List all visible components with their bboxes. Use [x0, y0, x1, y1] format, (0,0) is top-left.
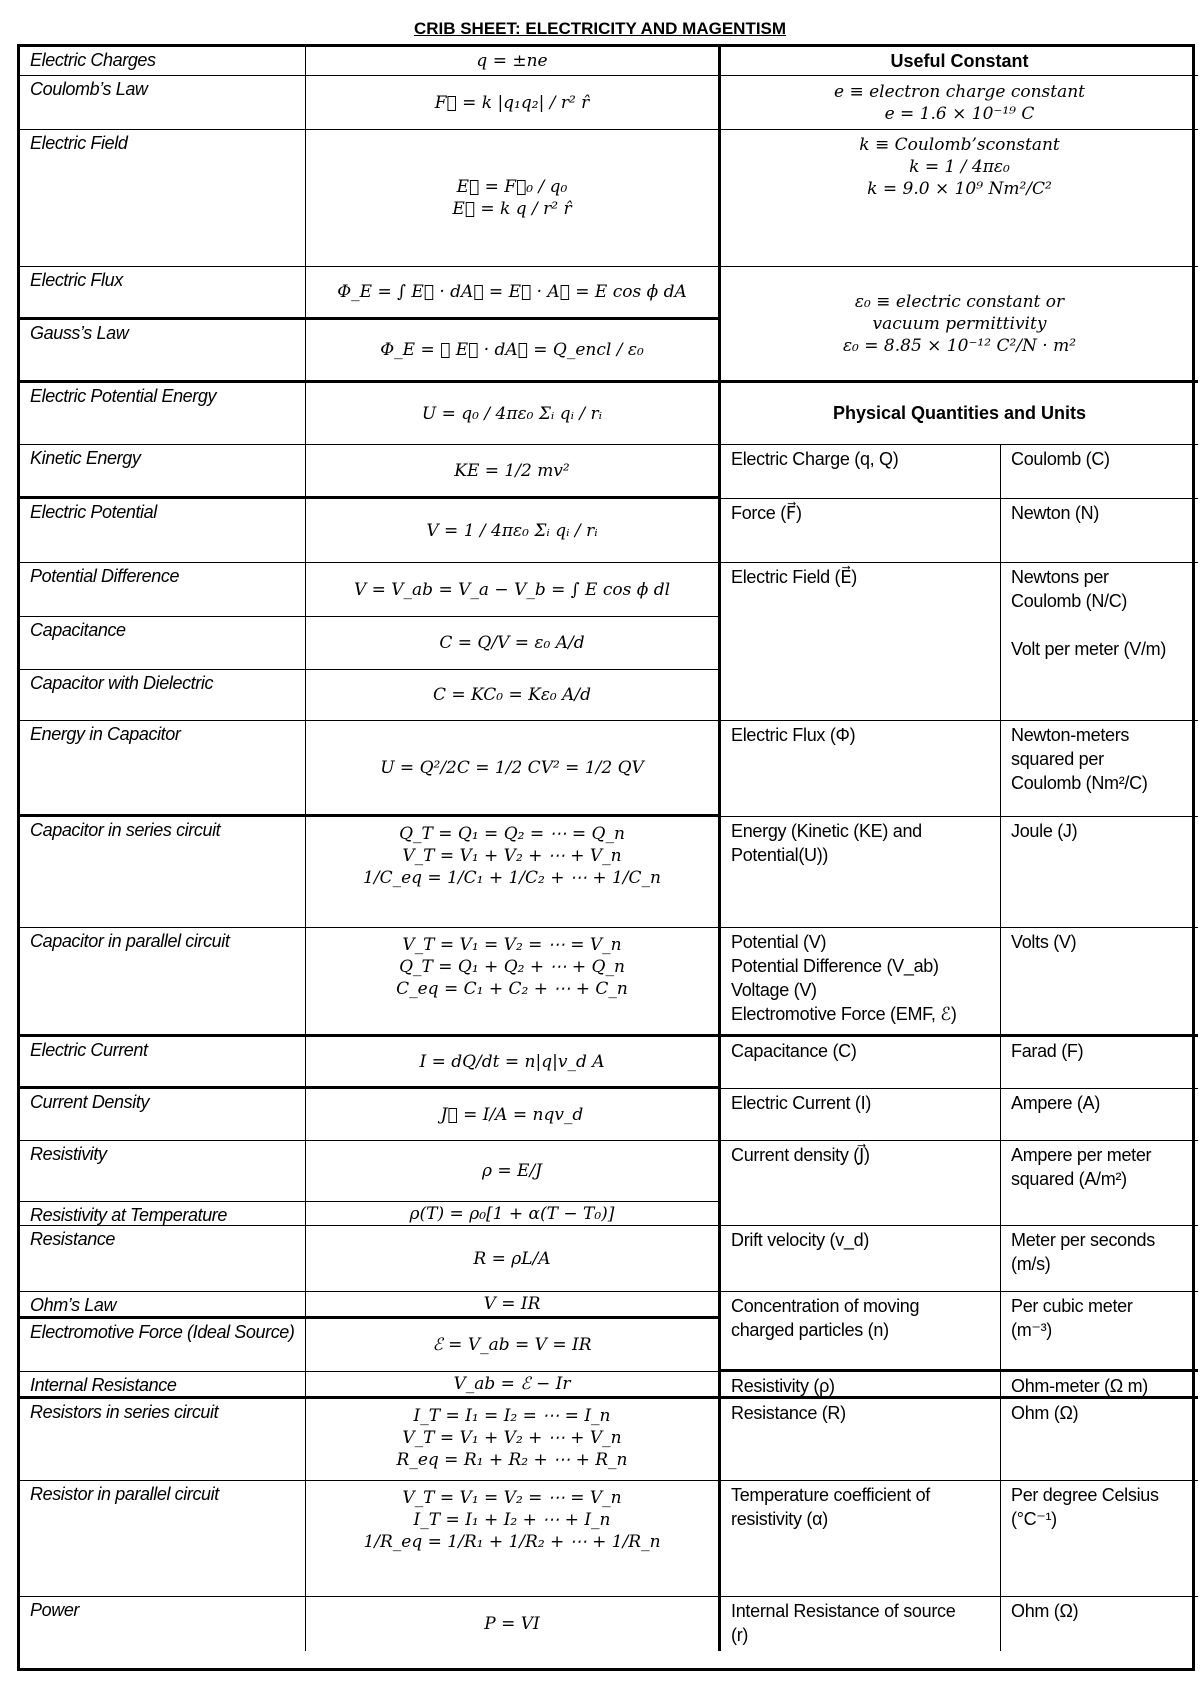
- formula-line: F⃗ = k |q₁q₂| / r² r̂: [434, 92, 590, 113]
- quantity-line: Internal Resistance of source: [731, 1601, 956, 1621]
- quantity-cell: [721, 1597, 1001, 1651]
- formula-expression: [306, 563, 721, 617]
- formula-line: C_eq = C₁ + C₂ + ⋯ + C_n: [396, 979, 628, 999]
- formula-line: V_T = V₁ + V₂ + ⋯ + V_n: [402, 846, 622, 866]
- unit-line: Coulomb (N/C): [1011, 591, 1128, 611]
- formula-expression: [306, 76, 721, 130]
- formula-expression: [306, 721, 721, 817]
- quantity-line: Drift velocity (v_d): [731, 1230, 870, 1250]
- formula-expression: [306, 1202, 721, 1226]
- constant-line: k = 1 / 4πε₀: [909, 157, 1010, 177]
- formula-expression: [306, 267, 721, 320]
- constant-line: ε₀ = 8.85 × 10⁻¹² C²/N · m²: [842, 335, 1077, 356]
- formula-line: U = q₀ / 4πε₀ Σᵢ qᵢ / rᵢ: [421, 403, 603, 424]
- quantity-line: (r): [731, 1625, 749, 1645]
- unit-line: Newton (N): [1011, 503, 1100, 523]
- formula-expression: [306, 383, 721, 445]
- formula-line: KE = 1/2 mv²: [454, 460, 570, 481]
- formula-line: V = 1 / 4πε₀ Σᵢ qᵢ / rᵢ: [426, 520, 598, 541]
- formula-line: J⃗ = I/A = nqv_d: [440, 1104, 584, 1125]
- unit-cell: [1001, 1141, 1198, 1226]
- constant-line: e = 1.6 × 10⁻¹⁹ C: [884, 103, 1035, 124]
- unit-line: (°C⁻¹): [1011, 1509, 1057, 1529]
- formula-label: Gauss’s Law: [20, 320, 306, 383]
- unit-cell: [1001, 1037, 1198, 1089]
- unit-line: Newton-meters: [1011, 725, 1130, 745]
- unit-line: Joule (J): [1011, 821, 1078, 841]
- formula-line: Φ_E = ∫ E⃗ · dA⃗ = E⃗ · A⃗ = E cos ϕ dA: [337, 282, 687, 302]
- unit-line: (m⁻³): [1011, 1320, 1052, 1340]
- formula-label: Current Density: [20, 1089, 306, 1141]
- constant-entry: [721, 130, 1198, 267]
- unit-cell: [1001, 1399, 1198, 1481]
- unit-line: squared (A/m²): [1011, 1169, 1127, 1189]
- formula-expression: [306, 320, 721, 383]
- formula-label: Electric Charges: [20, 47, 306, 76]
- quantity-cell: [721, 817, 1001, 928]
- formula-label: Resistors in series circuit: [20, 1399, 306, 1481]
- formula-line: 1/R_eq = 1/R₁ + 1/R₂ + ⋯ + 1/R_n: [363, 1532, 661, 1552]
- formula-expression: [306, 1141, 721, 1202]
- quantity-line: Electric Field (E⃗): [731, 567, 857, 587]
- unit-cell: [1001, 563, 1198, 721]
- formula-expression: [306, 1372, 721, 1399]
- formula-line: C = KC₀ = Kε₀ A/d: [432, 685, 592, 705]
- formula-expression: [306, 1226, 721, 1292]
- quantity-line: Electromotive Force (EMF, ℰ): [731, 1004, 957, 1024]
- formula-label: Resistivity at Temperature: [20, 1202, 306, 1226]
- formula-label: Electromotive Force (Ideal Source): [20, 1319, 306, 1372]
- formula-label: Power: [20, 1597, 306, 1651]
- formula-label: Resistivity: [20, 1141, 306, 1202]
- formula-line: ρ(T) = ρ₀[1 + α(T − T₀)]: [409, 1203, 615, 1224]
- formula-expression: [306, 1292, 721, 1319]
- quantity-line: Resistivity (ρ): [731, 1376, 835, 1396]
- formula-line: V_T = V₁ = V₂ = ⋯ = V_n: [402, 935, 622, 955]
- unit-cell: [1001, 721, 1198, 817]
- formula-expression: [306, 617, 721, 670]
- unit-cell: [1001, 1481, 1198, 1597]
- unit-line: Ampere per meter: [1011, 1145, 1152, 1165]
- formula-label: Kinetic Energy: [20, 445, 306, 499]
- quantity-line: Electric Flux (Φ): [731, 725, 856, 745]
- formula-expression: [306, 670, 721, 721]
- quantity-cell: [721, 1226, 1001, 1292]
- formula-line: q = ±ne: [476, 51, 548, 71]
- units-header: Physical Quantities and Units: [721, 383, 1198, 445]
- constants-header: Useful Constant: [721, 47, 1198, 76]
- unit-line: (m/s): [1011, 1254, 1051, 1274]
- constant-line: k = 9.0 × 10⁹ Nm²/C²: [867, 179, 1052, 199]
- formula-label: Energy in Capacitor: [20, 721, 306, 817]
- formula-line: ℰ = V_ab = V = IR: [432, 1335, 592, 1355]
- quantity-line: Current density (J⃗): [731, 1145, 870, 1165]
- quantity-line: Potential(U)): [731, 845, 829, 865]
- quantity-line: Capacitance (C): [731, 1041, 857, 1061]
- unit-line: Newtons per: [1011, 567, 1109, 587]
- constant-line: k ≡ Coulomb’sconstant: [859, 135, 1060, 155]
- quantity-cell: [721, 1037, 1001, 1089]
- formula-expression: [306, 1319, 721, 1372]
- quantity-cell: [721, 1089, 1001, 1141]
- quantity-cell: [721, 1399, 1001, 1481]
- constant-entry: [721, 76, 1198, 130]
- quantity-cell: [721, 1292, 1001, 1372]
- quantity-cell: [721, 1141, 1001, 1226]
- quantity-line: Temperature coefficient of: [731, 1485, 930, 1505]
- constant-line: e ≡ electron charge constant: [834, 81, 1085, 102]
- formula-expression: [306, 130, 721, 267]
- formula-label: Resistor in parallel circuit: [20, 1481, 306, 1597]
- quantity-line: Electric Current (I): [731, 1093, 872, 1113]
- formula-label: Electric Potential: [20, 499, 306, 563]
- formula-label: Ohm’s Law: [20, 1292, 306, 1319]
- unit-line: [1011, 613, 1188, 637]
- formula-line: V_T = V₁ = V₂ = ⋯ = V_n: [402, 1488, 622, 1508]
- formula-label: Resistance: [20, 1226, 306, 1292]
- formula-label: Capacitor in parallel circuit: [20, 928, 306, 1037]
- formula-line: 1/C_eq = 1/C₁ + 1/C₂ + ⋯ + 1/C_n: [363, 868, 661, 888]
- formula-line: E⃗ = k q / r² r̂: [452, 199, 572, 219]
- formula-expression: [306, 445, 721, 499]
- constant-entry: [721, 267, 1198, 383]
- unit-cell: [1001, 1089, 1198, 1141]
- unit-line: Ampere (A): [1011, 1093, 1101, 1113]
- formula-expression: [306, 499, 721, 563]
- formula-expression: [306, 928, 721, 1037]
- formula-label: Capacitance: [20, 617, 306, 670]
- unit-line: Coulomb (Nm²/C): [1011, 773, 1148, 793]
- quantity-line: Potential Difference (V_ab): [731, 956, 939, 976]
- unit-line: Ohm (Ω): [1011, 1601, 1079, 1621]
- quantity-line: Resistance (R): [731, 1403, 846, 1423]
- unit-line: Per cubic meter: [1011, 1296, 1133, 1316]
- formula-label: Potential Difference: [20, 563, 306, 617]
- formula-line: R_eq = R₁ + R₂ + ⋯ + R_n: [396, 1450, 628, 1470]
- quantity-cell: [721, 499, 1001, 563]
- formula-line: V = V_ab = V_a − V_b = ∫ E cos ϕ dl: [353, 579, 671, 600]
- quantity-cell: [721, 1481, 1001, 1597]
- unit-cell: [1001, 499, 1198, 563]
- formula-label: Electric Potential Energy: [20, 383, 306, 445]
- quantity-line: charged particles (n): [731, 1320, 889, 1340]
- unit-line: Meter per seconds: [1011, 1230, 1155, 1250]
- formula-line: ρ = E/J: [482, 1161, 542, 1181]
- quantity-line: Electric Charge (q, Q): [731, 449, 899, 469]
- unit-line: squared per: [1011, 749, 1104, 769]
- formula-line: V_ab = ℰ − Ir: [453, 1374, 571, 1394]
- formula-line: I_T = I₁ = I₂ = ⋯ = I_n: [413, 1406, 611, 1426]
- constant-line: ε₀ ≡ electric constant or: [854, 291, 1065, 312]
- formula-line: V_T = V₁ + V₂ + ⋯ + V_n: [402, 1428, 622, 1448]
- formula-line: Q_T = Q₁ = Q₂ = ⋯ = Q_n: [399, 824, 625, 844]
- unit-cell: [1001, 928, 1198, 1037]
- formula-line: I_T = I₁ + I₂ + ⋯ + I_n: [413, 1510, 611, 1530]
- formula-expression: [306, 47, 721, 76]
- constant-line: vacuum permittivity: [872, 313, 1047, 334]
- formula-expression: [306, 1037, 721, 1089]
- quantity-line: Concentration of moving: [731, 1296, 920, 1316]
- unit-cell: [1001, 1226, 1198, 1292]
- formula-label: Electric Field: [20, 130, 306, 267]
- formula-line: E⃗ = F⃗₀ / q₀: [456, 177, 568, 197]
- formula-line: V = IR: [483, 1294, 541, 1314]
- formula-expression: [306, 1597, 721, 1651]
- quantity-cell: [721, 445, 1001, 499]
- formula-expression: [306, 1481, 721, 1597]
- formula-expression: [306, 1089, 721, 1141]
- formula-line: R = ρL/A: [473, 1248, 551, 1269]
- crib-sheet-table: [17, 44, 1195, 1671]
- unit-line: Ohm-meter (Ω m): [1011, 1376, 1148, 1396]
- unit-line: Farad (F): [1011, 1041, 1084, 1061]
- formula-line: U = Q²/2C = 1/2 CV² = 1/2 QV: [380, 757, 644, 778]
- quantity-line: Potential (V): [731, 932, 827, 952]
- unit-cell: [1001, 817, 1198, 928]
- unit-line: Volts (V): [1011, 932, 1077, 952]
- formula-line: I = dQ/dt = n|q|v_d A: [419, 1051, 605, 1072]
- unit-line: Ohm (Ω): [1011, 1403, 1079, 1423]
- formula-line: C = Q/V = ε₀ A/d: [439, 633, 585, 653]
- quantity-line: Energy (Kinetic (KE) and: [731, 821, 922, 841]
- page-title: CRIB SHEET: ELECTRICITY AND MAGENTISM: [413, 19, 787, 38]
- unit-line: Per degree Celsius: [1011, 1485, 1159, 1505]
- formula-label: Capacitor with Dielectric: [20, 670, 306, 721]
- formula-expression: [306, 1399, 721, 1481]
- unit-cell: [1001, 1372, 1198, 1399]
- unit-line: Volt per meter (V/m): [1011, 639, 1167, 659]
- unit-line: Coulomb (C): [1011, 449, 1110, 469]
- formula-label: Coulomb’s Law: [20, 76, 306, 130]
- formula-label: Electric Current: [20, 1037, 306, 1089]
- quantity-cell: [721, 563, 1001, 721]
- formula-line: Q_T = Q₁ + Q₂ + ⋯ + Q_n: [399, 957, 625, 977]
- quantity-line: Force (F⃗): [731, 503, 802, 523]
- unit-cell: [1001, 445, 1198, 499]
- formula-line: Φ_E = ∮ E⃗ · dA⃗ = Q_encl / ε₀: [380, 340, 644, 360]
- formula-expression: [306, 817, 721, 928]
- formula-label: Electric Flux: [20, 267, 306, 320]
- unit-cell: [1001, 1597, 1198, 1651]
- formula-label: Internal Resistance: [20, 1372, 306, 1399]
- formula-label: Capacitor in series circuit: [20, 817, 306, 928]
- quantity-cell: [721, 1372, 1001, 1399]
- quantity-cell: [721, 721, 1001, 817]
- quantity-line: Voltage (V): [731, 980, 817, 1000]
- quantity-cell: [721, 928, 1001, 1037]
- quantity-line: resistivity (α): [731, 1509, 828, 1529]
- unit-cell: [1001, 1292, 1198, 1372]
- formula-line: P = VI: [484, 1614, 540, 1634]
